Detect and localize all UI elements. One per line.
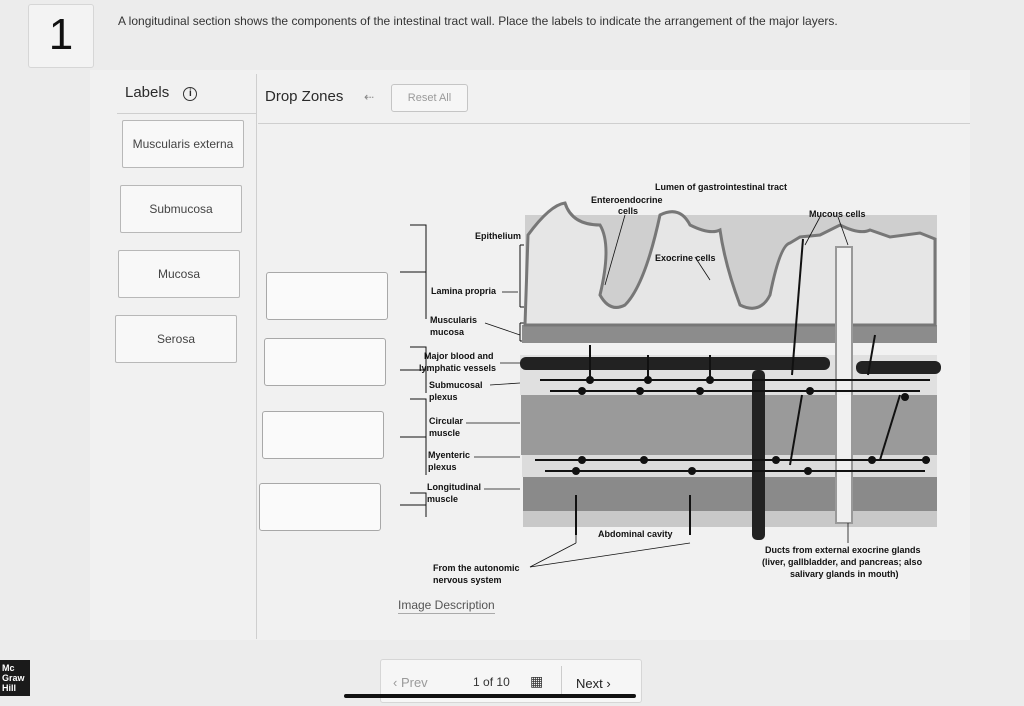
label-muscularis-externa[interactable]: Muscularis externa bbox=[122, 120, 244, 168]
reset-all-button[interactable]: Reset All bbox=[391, 84, 468, 112]
label-autonomic-1: From the autonomic bbox=[433, 563, 520, 573]
logo-line-3: Hill bbox=[2, 683, 17, 693]
label-mucous-cells: Mucous cells bbox=[809, 209, 866, 219]
grid-icon[interactable]: ▦ bbox=[530, 673, 544, 689]
labels-header bbox=[117, 74, 257, 114]
current-page: 1 bbox=[473, 675, 480, 689]
label-abdominal-cavity: Abdominal cavity bbox=[598, 529, 673, 539]
label-circular-1: Circular bbox=[429, 416, 464, 426]
logo-line-1: Mc bbox=[2, 663, 15, 673]
label-submucosal-1: Submucosal bbox=[429, 380, 483, 390]
label-ducts-1: Ducts from external exocrine glands bbox=[765, 545, 921, 555]
label-exocrine-cells: Exocrine cells bbox=[655, 253, 716, 263]
label-myenteric-1: Myenteric bbox=[428, 450, 471, 460]
drop-zone-1[interactable] bbox=[266, 272, 388, 320]
label-circular-2: muscle bbox=[429, 428, 461, 438]
total-pages: 10 bbox=[496, 675, 510, 689]
duct bbox=[836, 247, 852, 523]
progress-underline bbox=[344, 694, 636, 698]
next-button[interactable]: Next › bbox=[576, 676, 611, 691]
label-enteroendocrine-1: Enteroendocrine bbox=[591, 195, 663, 205]
prev-button[interactable]: ‹ Prev bbox=[393, 675, 428, 690]
label-epithelium: Epithelium bbox=[475, 231, 522, 241]
label-submucosa[interactable]: Submucosa bbox=[120, 185, 242, 233]
info-icon[interactable]: i bbox=[183, 87, 197, 101]
logo-line-2: Graw bbox=[2, 673, 25, 683]
label-ducts-2: (liver, gallbladder, and pancreas; also bbox=[762, 557, 923, 567]
undo-arrow-icon[interactable]: ⇠ bbox=[364, 90, 375, 104]
label-blood-vessels-1: Major blood and bbox=[424, 351, 494, 361]
question-prompt: A longitudinal section shows the components of the intestinal tract wall. Place the labels to indicate the arrangement of the major layers. bbox=[118, 14, 838, 28]
of-label: of bbox=[483, 675, 494, 689]
label-myenteric-2: plexus bbox=[428, 462, 457, 472]
page-indicator bbox=[473, 675, 510, 689]
label-muscularis-mucosa-2: mucosa bbox=[430, 327, 465, 337]
divider bbox=[561, 666, 562, 696]
drop-zone-2[interactable] bbox=[264, 338, 386, 386]
question-number: 1 bbox=[28, 4, 94, 68]
label-submucosal-2: plexus bbox=[429, 392, 458, 402]
label-longitudinal-2: muscle bbox=[427, 494, 459, 504]
label-muscularis-mucosa-1: Muscularis bbox=[430, 315, 478, 325]
mcgraw-hill-logo bbox=[0, 660, 30, 696]
label-autonomic-2: nervous system bbox=[433, 575, 502, 585]
drop-zones-header bbox=[258, 78, 970, 124]
label-lumen: Lumen of gastrointestinal tract bbox=[655, 182, 788, 192]
prev-label: Prev bbox=[400, 675, 428, 690]
label-blood-vessels-2: lymphatic vessels bbox=[419, 363, 497, 373]
label-mucosa[interactable]: Mucosa bbox=[118, 250, 240, 298]
drop-zone-4[interactable] bbox=[259, 483, 381, 531]
label-enteroendocrine-2: cells bbox=[618, 206, 639, 216]
label-lamina-propria: Lamina propria bbox=[431, 286, 497, 296]
next-label: Next bbox=[576, 676, 603, 691]
intestinal-wall-diagram bbox=[400, 175, 945, 595]
drop-zones-title: Drop Zones bbox=[265, 88, 344, 105]
drop-zone-3[interactable] bbox=[262, 411, 384, 459]
labels-title: Labels bbox=[125, 84, 170, 101]
label-ducts-3: salivary glands in mouth) bbox=[790, 569, 899, 579]
image-description-link[interactable]: Image Description bbox=[398, 598, 495, 612]
label-serosa[interactable]: Serosa bbox=[115, 315, 237, 363]
label-longitudinal-1: Longitudinal bbox=[427, 482, 481, 492]
